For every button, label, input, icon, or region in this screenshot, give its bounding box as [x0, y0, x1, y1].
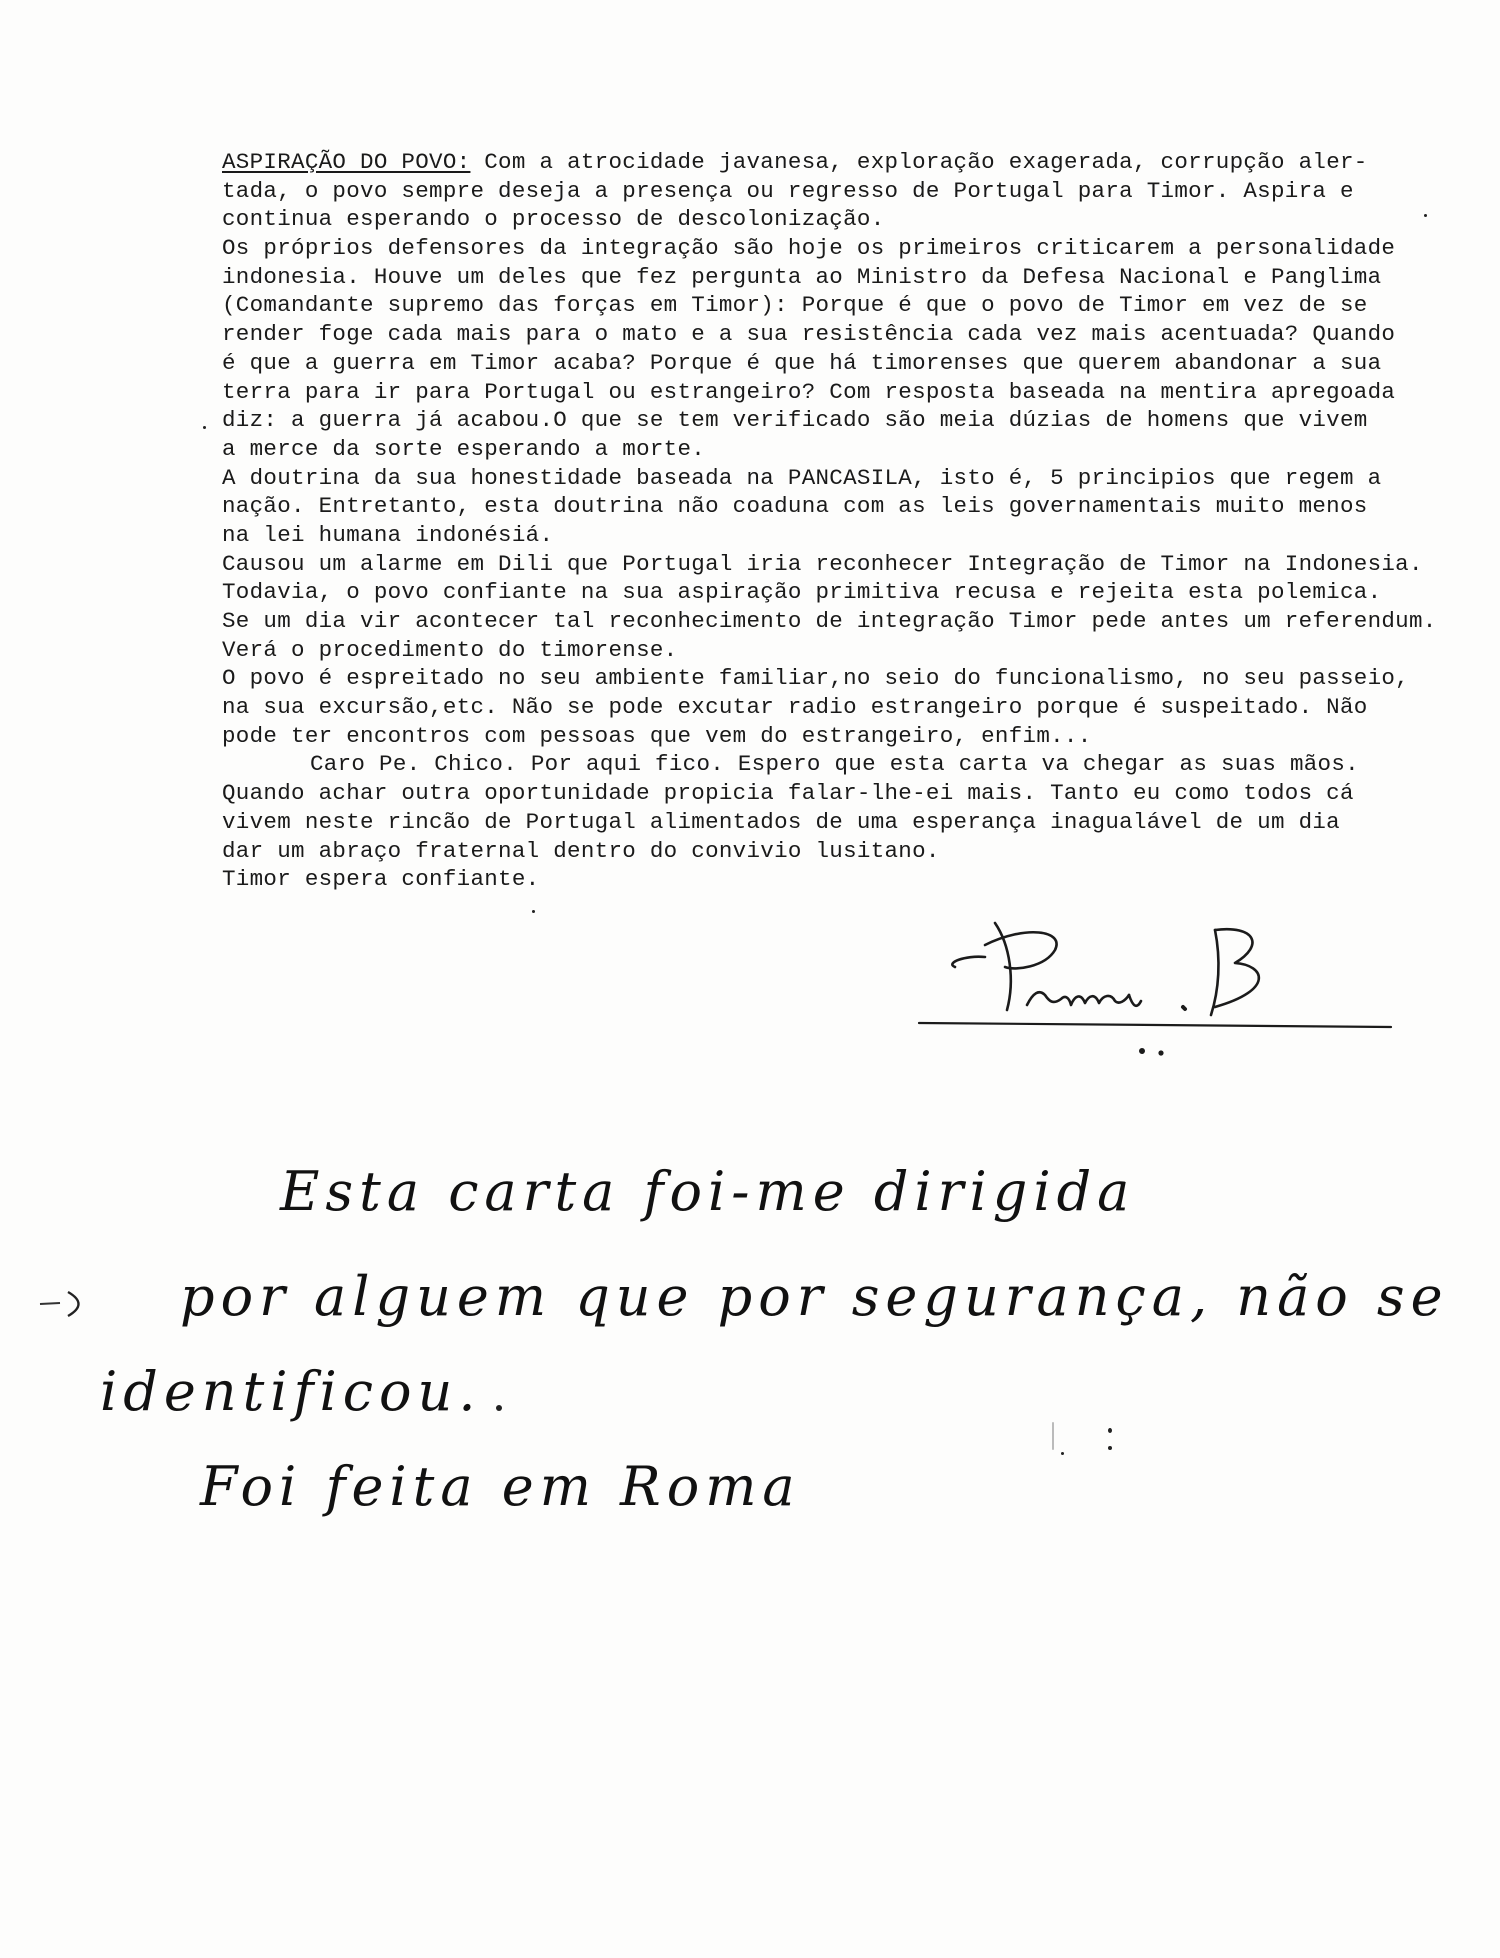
handwritten-note-line: por alguem que por segurança, não se	[180, 1265, 1449, 1328]
letter-line: indonesia. Houve um deles que fez pergunta ao Ministro da Defesa Nacional e Panglima	[222, 263, 1382, 290]
letter-line: Os próprios defensores da integração são hoje os primeiros criticarem a personalidade	[222, 235, 1396, 262]
letter-line: Todavia, o povo confiante na sua aspiração primitiva recusa e rejeita esta polemica.	[222, 579, 1382, 606]
margin-mark	[38, 1288, 88, 1318]
letter-line: O povo é espreitado no seu ambiente familiar,no seio do funcionalismo, no seu passeio,	[222, 665, 1409, 692]
letter-line: é que a guerra em Timor acaba? Porque é que há timorenses que querem abandonar a sua	[222, 349, 1382, 376]
letter-line: Se um dia vir acontecer tal reconhecimento de integração Timor pede antes um referendum.	[222, 608, 1437, 634]
letter-first-line-text: Com a atrocidade javanesa, exploração exagerada, corrupção aler-	[470, 149, 1368, 175]
handwritten-note-line: Esta carta foi-me dirigida	[280, 1160, 1136, 1223]
letter-line: (Comandante supremo das forças em Timor): Porque é que o povo de Timor em vez de se	[222, 292, 1368, 319]
letter-line: diz: a guerra já acabou.O que se tem verificado são meia dúzias de homens que vivem	[222, 407, 1368, 434]
letter-line: na lei humana indonésiá.	[222, 521, 554, 548]
typed-letter-body	[222, 148, 1472, 894]
letter-line: a merce da sorte esperando a morte.	[222, 435, 706, 462]
letter-line: tada, o povo sempre deseja a presença ou regresso de Portugal para Timor. Aspira e	[222, 177, 1354, 204]
letter-line: Timor espera confiante.	[222, 866, 540, 893]
letter-heading: ASPIRAÇÃO DO POVO:	[222, 149, 471, 175]
handwritten-note-line: identificou.	[100, 1360, 482, 1423]
scan-speck	[1108, 1428, 1112, 1433]
scan-speck	[1052, 1422, 1054, 1450]
scan-speck	[496, 1405, 502, 1411]
letter-line: pode ter encontros com pessoas que vem do estrangeiro, enfim...	[222, 722, 1092, 749]
scan-speck	[1061, 1452, 1064, 1455]
letter-line: vivem neste rincão de Portugal alimentados de uma esperança inagualável de um dia	[222, 808, 1340, 835]
letter-indented-line: Caro Pe. Chico. Por aqui fico. Espero que esta carta va chegar as suas mãos.	[310, 751, 1359, 778]
letter-line: render foge cada mais para o mato e a sua resistência cada vez mais acentuada? Quando	[222, 321, 1396, 348]
letter-first-line	[222, 148, 1472, 177]
scan-speck	[203, 426, 206, 429]
scan-speck	[532, 910, 535, 913]
letter-line: dar um abraço fraternal dentro do convivio lusitano.	[222, 837, 940, 864]
scan-speck	[1424, 214, 1427, 217]
letter-line: continua esperando o processo de descolonização.	[222, 206, 885, 233]
handwritten-note-line: Foi feita em Roma	[200, 1455, 801, 1518]
letter-line: na sua excursão,etc. Não se pode excutar radio estrangeiro porque é suspeitado. Não	[222, 694, 1368, 721]
letter-line: Causou um alarme em Dili que Portugal iria reconhecer Integração de Timor na Indonesia.	[222, 550, 1423, 577]
letter-line: Verá o procedimento do timorense.	[222, 636, 678, 663]
letter-line: Quando achar outra oportunidade propicia falar-lhe-ei mais. Tanto eu como todos cá	[222, 780, 1354, 807]
scan-speck	[1108, 1446, 1112, 1450]
letter-line: A doutrina da sua honestidade baseada na PANCASILA, isto é, 5 principios que regem a	[222, 464, 1382, 491]
letter-line: terra para ir para Portugal ou estrangeiro? Com resposta baseada na mentira apregoada	[222, 378, 1396, 405]
letter-line: nação. Entretanto, esta doutrina não coaduna com as leis governamentais muito menos	[222, 493, 1368, 520]
signature	[915, 905, 1395, 1065]
handwritten-note	[40, 1140, 1460, 1560]
